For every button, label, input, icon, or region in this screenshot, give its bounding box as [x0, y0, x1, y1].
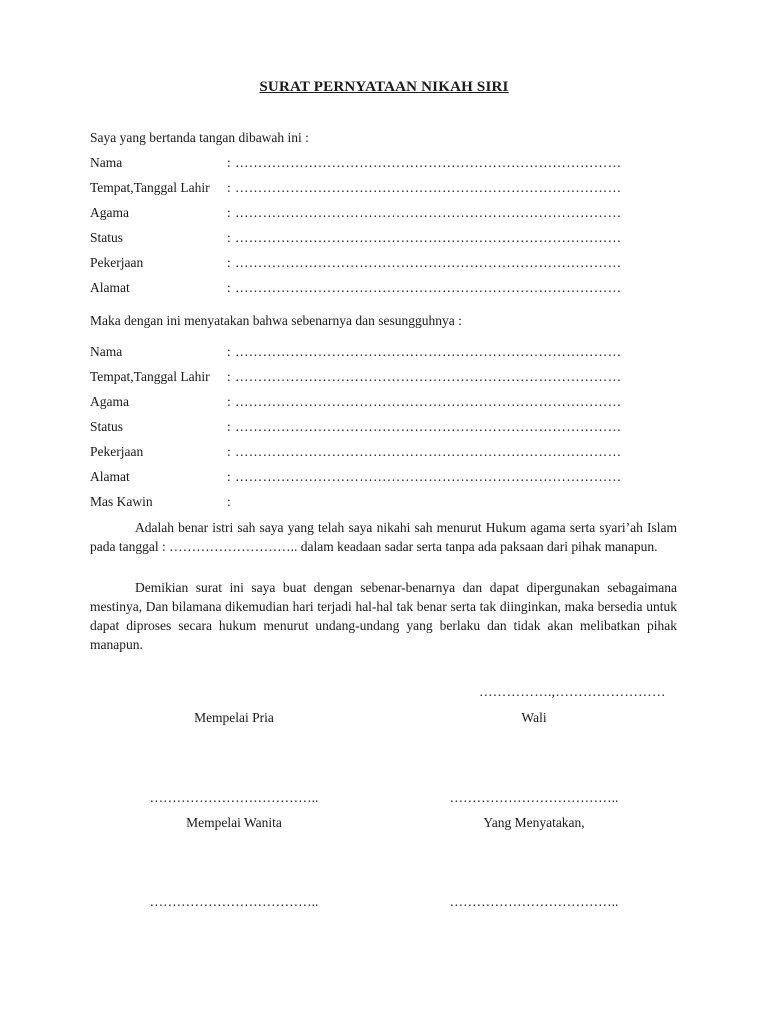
field-colon: :: [227, 494, 231, 509]
field-label: Tempat,Tanggal Lahir: [90, 369, 210, 384]
field-blank: …………………………………………………………………………: [235, 419, 622, 434]
field-colon: :: [227, 344, 231, 359]
field-label: Pekerjaan: [90, 444, 144, 459]
bride-label: Mempelai Wanita: [186, 815, 282, 830]
field-blank: …………………………………………………………………………: [235, 180, 622, 195]
field-label: Agama: [90, 205, 129, 220]
field-blank: …………………………………………………………………………: [235, 255, 622, 270]
field-blank: …………………………………………………………………………: [235, 369, 622, 384]
field-label: Alamat: [90, 469, 130, 484]
place-date-blank: …………….,……………………: [479, 684, 666, 699]
field-label: Nama: [90, 155, 123, 170]
groom-label: Mempelai Pria: [194, 710, 274, 725]
field-label: Status: [90, 419, 124, 434]
field-colon: :: [227, 419, 231, 434]
field-label: Pekerjaan: [90, 255, 144, 270]
field-blank: …………………………………………………………………………: [235, 344, 622, 359]
field-blank: …………………………………………………………………………: [235, 205, 622, 220]
field-blank: …………………………………………………………………………: [235, 444, 622, 459]
guardian-signature-line: ………………………………..: [449, 790, 619, 805]
field-label: Tempat,Tanggal Lahir: [90, 180, 210, 195]
marriage-statement-paragraph: Adalah benar istri sah saya yang telah saya nikahi sah menurut Hukum agama serta syari’ah Islam pada tanggal : ……………………….. dalam keadaan sadar serta tanpa ada paksaan dari pihak manapun.: [90, 520, 677, 554]
field-blank: …………………………………………………………………………: [235, 155, 622, 170]
field-colon: :: [227, 369, 231, 384]
declarant-signature-line: ………………………………..: [449, 894, 619, 909]
bride-signature-line: ………………………………..: [149, 894, 319, 909]
field-colon: :: [227, 155, 231, 170]
field-label: Status: [90, 230, 124, 245]
field-colon: :: [227, 205, 231, 220]
field-label: Agama: [90, 394, 129, 409]
field-colon: :: [227, 255, 231, 270]
guardian-label: Wali: [521, 710, 547, 725]
document-title: SURAT PERNYATAAN NIKAH SIRI: [259, 79, 509, 95]
intro-statement: Saya yang bertanda tangan dibawah ini :: [90, 130, 309, 145]
field-blank: …………………………………………………………………………: [235, 394, 622, 409]
field-colon: :: [227, 230, 231, 245]
field-label: Alamat: [90, 280, 130, 295]
field-colon: :: [227, 280, 231, 295]
field-label: Nama: [90, 344, 123, 359]
field-colon: :: [227, 444, 231, 459]
field-blank: …………………………………………………………………………: [235, 230, 622, 245]
field-label: Mas Kawin: [90, 494, 153, 509]
field-colon: :: [227, 394, 231, 409]
field-blank: …………………………………………………………………………: [235, 280, 622, 295]
field-blank: …………………………………………………………………………: [235, 469, 622, 484]
declaration-statement: Maka dengan ini menyatakan bahwa sebenarnya dan sesungguhnya :: [90, 313, 462, 328]
field-colon: :: [227, 469, 231, 484]
declarant-label: Yang Menyatakan,: [483, 815, 585, 830]
field-colon: :: [227, 180, 231, 195]
groom-signature-line: ………………………………..: [149, 790, 319, 805]
closing-paragraph: Demikian surat ini saya buat dengan sebenar-benarnya dan dapat dipergunakan sebagaimana mestinya, Dan bilamana dikemudian hari terjadi hal-hal tak benar serta tak diinginkan, maka bersedia untuk dapat diproses secara hukum menurut undang-undang yang berlaku dan tidak akan melibatkan pihak manapun.: [90, 580, 677, 652]
